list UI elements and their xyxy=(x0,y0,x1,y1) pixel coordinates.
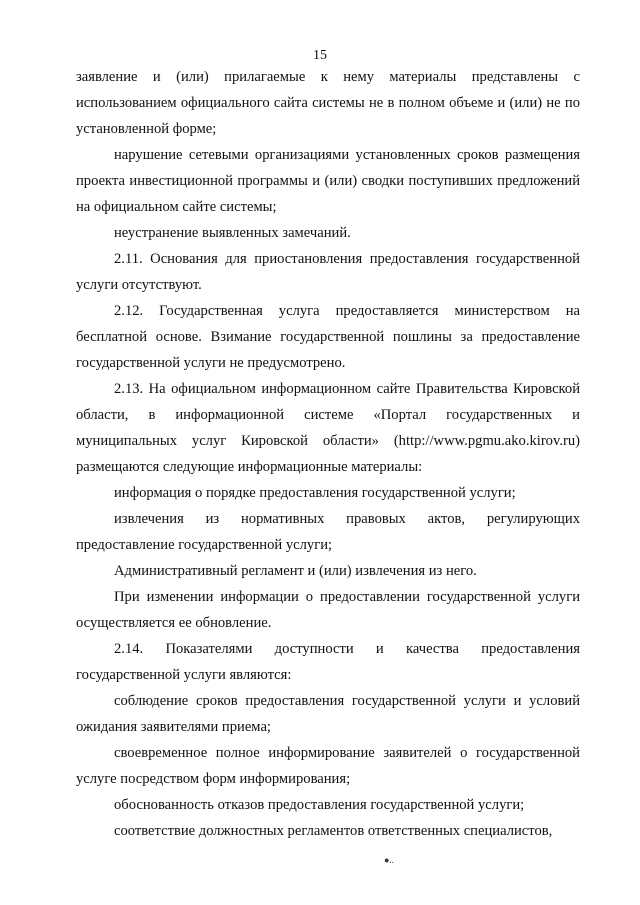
paragraph: соответствие должностных регламентов ответственных специалистов, xyxy=(114,823,553,839)
paragraph-section-2-12: 2.12. Государственная услуга предоставляется министерством на бесплатной основе. Взимание государственной пошлины за предоставление государственной услуги не предусмотрено. xyxy=(76,303,580,371)
scan-mark: ●.. xyxy=(384,855,394,865)
paragraph-continuation: заявление и (или) прилагаемые к нему материалы представлены с использованием официального сайта системы не в полном объеме и (или) не по установленной форме; xyxy=(76,69,580,137)
paragraph-section-2-13: 2.13. На официальном информационном сайте Правительства Кировской области, в информационной системе «Портал государственных и муниципальных услуг Кировской области» (http://www.pgmu.ako.kirov.ru) размещаются следующие информационные материалы: xyxy=(76,381,580,475)
paragraph: нарушение сетевыми организациями установленных сроков размещения проекта инвестиционной программы и (или) сводки поступивших предложений на официальном сайте системы; xyxy=(76,147,580,215)
paragraph: соблюдение сроков предоставления государственной услуги и условий ожидания заявителями приема; xyxy=(76,693,580,735)
paragraph: При изменении информации о предоставлении государственной услуги осуществляется ее обновление. xyxy=(76,589,580,631)
paragraph: извлечения из нормативных правовых актов, регулирующих предоставление государственной услуги; xyxy=(76,511,580,553)
paragraph: Административный регламент и (или) извлечения из него. xyxy=(114,563,477,579)
paragraph-section-2-14: 2.14. Показателями доступности и качества предоставления государственной услуги являются: xyxy=(76,641,580,683)
page-number: 15 xyxy=(313,48,327,63)
paragraph: своевременное полное информирование заявителей о государственной услуге посредством форм информирования; xyxy=(76,745,580,787)
paragraph: обоснованность отказов предоставления государственной услуги; xyxy=(114,797,525,813)
document-body xyxy=(76,64,580,844)
paragraph: неустранение выявленных замечаний. xyxy=(114,225,351,241)
paragraph: информация о порядке предоставления государственной услуги; xyxy=(114,485,516,501)
paragraph-section-2-11: 2.11. Основания для приостановления предоставления государственной услуги отсутствуют. xyxy=(76,251,580,293)
